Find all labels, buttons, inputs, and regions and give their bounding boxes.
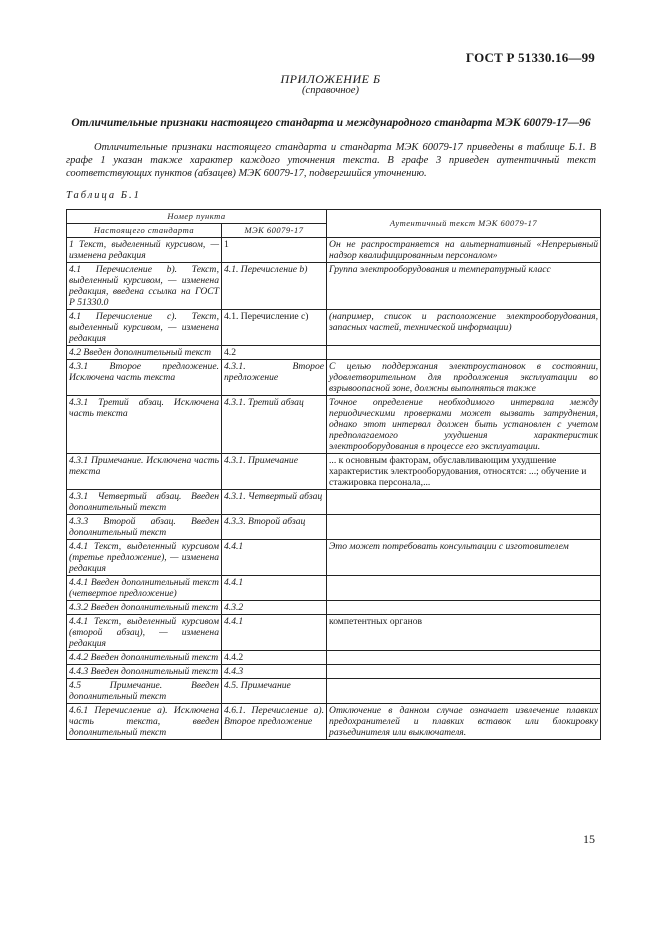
main-title: Отличительные признаки настоящего стандарта и международного стандарта МЭК 60079-17—96 (71, 117, 591, 129)
table-row (67, 704, 601, 740)
cell-iec-item: 4.4.1 (222, 540, 327, 576)
table-row (67, 601, 601, 615)
table-row (67, 515, 601, 540)
cell-this-standard: 4.4.1 Текст, выделенный курсивом (второй абзац), — изменена редакция (67, 615, 222, 651)
cell-this-standard: 4.3.1 Четвертый абзац. Введен дополнительный текст (67, 490, 222, 515)
cell-authentic-text (327, 346, 601, 360)
cell-iec-item: 4.1. Перечисление с) (222, 310, 327, 346)
cell-this-standard: 4.3.1 Третий абзац. Исключена часть текста (67, 396, 222, 454)
table-body (67, 238, 601, 740)
cell-iec-item: 4.2 (222, 346, 327, 360)
cell-this-standard: 4.4.1 Введен дополнительный текст (четвертое предложение) (67, 576, 222, 601)
cell-authentic-text (327, 665, 601, 679)
table-row (67, 651, 601, 665)
cell-iec-item: 4.1. Перечисление b) (222, 263, 327, 310)
cell-iec-item: 4.3.3. Второй абзац (222, 515, 327, 540)
cell-authentic-text: Он не распространяется на альтернативный «Непрерывный надзор квалифицированным персоналом» (327, 238, 601, 263)
cell-authentic-text: компетентных органов (327, 615, 601, 651)
cell-iec-item: 4.3.1. Второе предложение (222, 360, 327, 396)
cell-this-standard: 4.1 Перечисление b). Текст, выделенный курсивом, — изменена редакция, введена ссылка на ГОСТ Р 51330.0 (67, 263, 222, 310)
table-row (67, 310, 601, 346)
table-label: Таблица Б.1 (66, 190, 141, 201)
table-row (67, 665, 601, 679)
cell-this-standard: 4.3.2 Введен дополнительный текст (67, 601, 222, 615)
cell-authentic-text (327, 601, 601, 615)
cell-iec-item: 4.6.1. Перечисление а). Второе предложение (222, 704, 327, 740)
cell-iec-item: 4.4.3 (222, 665, 327, 679)
cell-authentic-text (327, 679, 601, 704)
cell-this-standard: 4.2 Введен дополнительный текст (67, 346, 222, 360)
cell-authentic-text: С целью поддержания электроустановок в состоянии, удовлетворительном для продолжения эксплуатации во взрывоопасной зоне, должны выполняться также (327, 360, 601, 396)
table-row (67, 576, 601, 601)
cell-authentic-text (327, 490, 601, 515)
cell-iec-item: 4.3.1. Четвертый абзац (222, 490, 327, 515)
header-item-number: Номер пункта (67, 210, 327, 224)
cell-iec-item: 4.4.1 (222, 615, 327, 651)
table-row (67, 454, 601, 490)
intro-paragraph: Отличительные признаки настоящего стандарта и стандарта МЭК 60079-17 приведены в таблице Б.1. В графе 1 указан также характер каждого уточнения текста. В графе 3 приведен аутентичный текст соответствующих пунктов (абзацев) МЭК 60079-17, подвергшийся уточнению. (66, 142, 596, 179)
appendix-subtitle: (справочное) (302, 85, 359, 96)
cell-this-standard: 4.4.2 Введен дополнительный текст (67, 651, 222, 665)
cell-authentic-text (327, 515, 601, 540)
cell-this-standard: 4.5 Примечание. Введен дополнительный текст (67, 679, 222, 704)
cell-authentic-text: Группа электрооборудования и температурный класс (327, 263, 601, 310)
cell-this-standard: 1 Текст, выделенный курсивом, — изменена редакция (67, 238, 222, 263)
cell-authentic-text: Точное определение необходимого интервала между периодическими проверками может вызвать затруднения, однако этот интервал должен быть установлен с учетом предполагаемого ухудшения характеристик электрооборудования в процессе его эксплуатации. (327, 396, 601, 454)
appendix-title: ПРИЛОЖЕНИЕ Б (280, 72, 381, 86)
cell-authentic-text: (например, список и расположение электрооборудования, запасных частей, технической информации) (327, 310, 601, 346)
cell-authentic-text: Это может потребовать консультации с изготовителем (327, 540, 601, 576)
table-row (67, 263, 601, 310)
table-row (67, 615, 601, 651)
cell-iec-item: 4.4.1 (222, 576, 327, 601)
cell-this-standard: 4.4.1 Текст, выделенный курсивом (третье предложение), — изменена редакция (67, 540, 222, 576)
cell-iec-item: 4.5. Примечание (222, 679, 327, 704)
cell-iec-item: 4.3.2 (222, 601, 327, 615)
header-authentic-text: Аутентичный текст МЭК 60079-17 (327, 210, 601, 238)
cell-this-standard: 4.4.3 Введен дополнительный текст (67, 665, 222, 679)
cell-authentic-text (327, 576, 601, 601)
cell-this-standard: 4.1 Перечисление с). Текст, выделенный курсивом, — изменена редакция (67, 310, 222, 346)
standard-code-header: ГОСТ Р 51330.16—99 (465, 50, 595, 65)
cell-iec-item: 4.4.2 (222, 651, 327, 665)
table-row (67, 346, 601, 360)
table-row (67, 396, 601, 454)
table-row (67, 679, 601, 704)
header-iec: МЭК 60079-17 (222, 224, 327, 238)
cell-authentic-text (327, 651, 601, 665)
table-row (67, 490, 601, 515)
cell-this-standard: 4.3.3 Второй абзац. Введен дополнительный текст (67, 515, 222, 540)
comparison-table (66, 209, 601, 740)
cell-iec-item: 1 (222, 238, 327, 263)
header-this-standard: Настоящего стандарта (67, 224, 222, 238)
cell-this-standard: 4.3.1 Примечание. Исключена часть текста (67, 454, 222, 490)
cell-iec-item: 4.3.1. Третий абзац (222, 396, 327, 454)
page-number: 15 (583, 832, 595, 846)
cell-authentic-text: Отключение в данном случае означает извлечение плавких предохранителей и плавких вставок или блокировку разъединителя или выключателя. (327, 704, 601, 740)
cell-authentic-text: ... к основным факторам, обуславливающим ухудшение характеристик электрооборудования, относятся: ...; обучение и стажировка персонала,... (327, 454, 601, 490)
cell-this-standard: 4.6.1 Перечисление а). Исключена часть текста, введен дополнительный текст (67, 704, 222, 740)
cell-iec-item: 4.3.1. Примечание (222, 454, 327, 490)
table-row (67, 238, 601, 263)
table-row (67, 360, 601, 396)
cell-this-standard: 4.3.1 Второе предложение. Исключена часть текста (67, 360, 222, 396)
table-row (67, 540, 601, 576)
